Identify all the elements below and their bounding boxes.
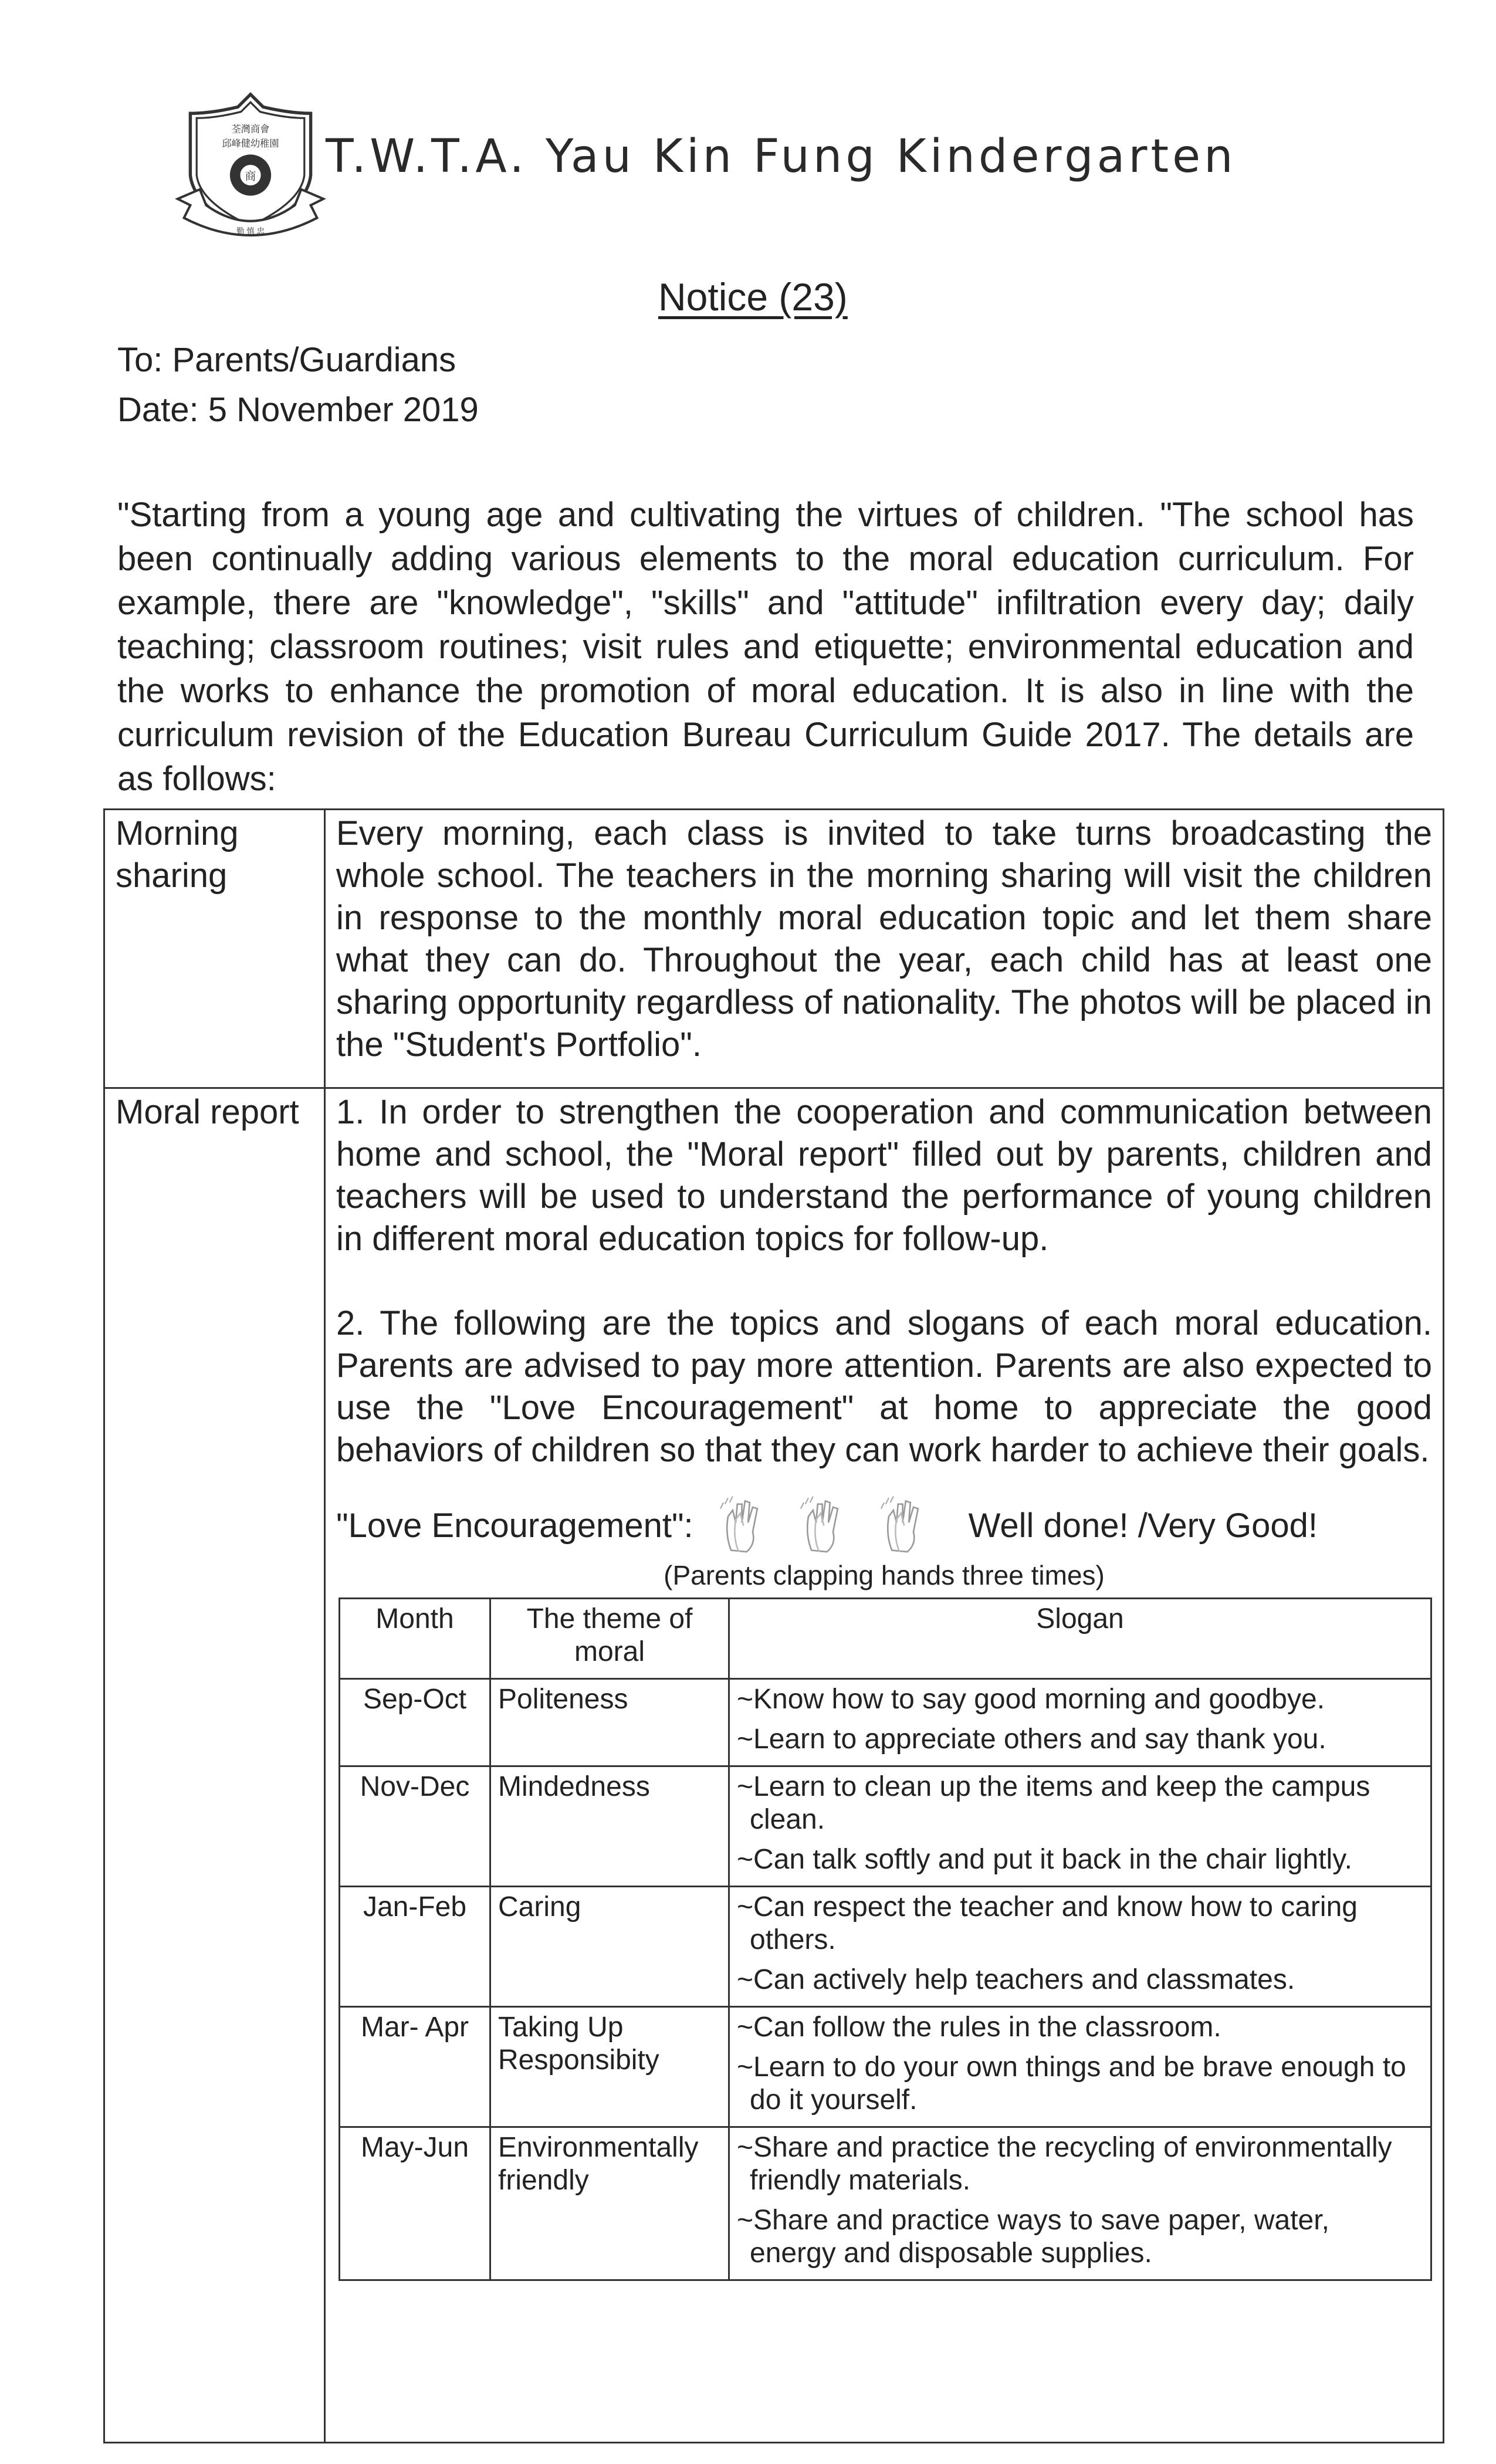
month-cell: Mar- Apr [340, 2007, 490, 2127]
header-slogan: Slogan [729, 1599, 1431, 1679]
month-cell: Sep-Oct [340, 1679, 490, 1766]
slogan-item: ~Know how to say good morning and goodbye. [737, 1684, 1325, 1715]
theme-cell: Environmentally friendly [490, 2127, 729, 2280]
svg-text:荃灣商會: 荃灣商會 [231, 124, 270, 135]
table-row [340, 2127, 1431, 2280]
school-name: T.W.T.A. Yau Kin Fung Kindergarten [326, 130, 1237, 183]
svg-text:商: 商 [245, 170, 256, 183]
love-caption: (Parents clapping hands three times) [664, 1560, 1105, 1590]
slogan-cell [729, 1679, 1431, 1766]
row-label: Morning sharing [104, 810, 325, 1088]
row-label: Moral report [104, 1088, 325, 2443]
svg-text:勤 慎 忠: 勤 慎 忠 [236, 226, 265, 236]
slogan-item: ~Learn to appreciate others and say thank you. [737, 1724, 1326, 1755]
moral-report-point-2: 2. The following are the topics and slogans of each moral education. Parents are advised to pay more attention. Parents are also expected to use the "Love Encouragement" at home to appreciate the good behaviors of children so that they can work harder to achieve their goals. [336, 1304, 1432, 1469]
slogan-item: ~Learn to clean up the items and keep the campus clean. [737, 1771, 1370, 1835]
slogan-cell [729, 2127, 1431, 2280]
clapping-hands-icon [716, 1495, 777, 1556]
slogan-item: ~Share and practice ways to save paper, water, energy and disposable supplies. [737, 2205, 1329, 2269]
theme-cell: Politeness [490, 1679, 729, 1766]
row-content: Every morning, each class is invited to take turns broadcasting the whole school. The teachers in the morning sharing will visit the children in response to the monthly moral education topic and let them share what they can do. Throughout the year, each child has at least one sharing opportunity regardless of nationality. The photos will be placed in the "Student's Portfolio". [325, 810, 1444, 1088]
table-row [340, 1766, 1431, 1887]
theme-cell: Taking Up Responsibity [490, 2007, 729, 2127]
svg-text:邱峰健幼稚園: 邱峰健幼稚園 [222, 138, 279, 149]
school-crest-icon [171, 88, 330, 246]
moral-report-point-1: 1. In order to strengthen the cooperation and communication between home and school, the "Moral report" filled out by parents, children and teachers will be used to understand the performance of young children in different moral education topics for follow-up. [336, 1093, 1432, 1258]
table-row [340, 1887, 1431, 2007]
slogan-item: ~Learn to do your own things and be brave enough to do it yourself. [737, 2052, 1406, 2116]
slogan-cell [729, 1766, 1431, 1887]
table-row [340, 1679, 1431, 1766]
month-cell: Jan-Feb [340, 1887, 490, 2007]
love-encouragement [336, 1495, 1432, 1556]
header-theme: The theme of moral [490, 1599, 729, 1679]
clapping-hands-icon [876, 1495, 938, 1556]
praise-text: Well done! /Very Good! [968, 1506, 1318, 1545]
table-row-moral-report [104, 1088, 1444, 2443]
month-cell: May-Jun [340, 2127, 490, 2280]
theme-cell: Caring [490, 1887, 729, 2007]
details-table [103, 808, 1444, 2443]
slogan-table-header [340, 1599, 1431, 1679]
recipient-line: To: Parents/Guardians [117, 341, 456, 379]
slogan-item: ~Can respect the teacher and know how to caring others. [737, 1891, 1358, 1955]
month-cell: Nov-Dec [340, 1766, 490, 1887]
slogan-item: ~Can talk softly and put it back in the chair lightly. [737, 1844, 1352, 1875]
slogan-cell [729, 1887, 1431, 2007]
slogan-table [339, 1597, 1432, 2281]
intro-paragraph: "Starting from a young age and cultivating the virtues of children. "The school has been continually adding various elements to the moral education curriculum. For example, there are "knowledge", "skills" and "attitude" infiltration every day; daily teaching; classroom routines; visit rules and etiquette; environmental education and the works to enhance the promotion of moral education. It is also in line with the curriculum revision of the Education Bureau Curriculum Guide 2017. The details are as follows: [117, 496, 1414, 798]
header-month: Month [340, 1599, 490, 1679]
slogan-cell [729, 2007, 1431, 2127]
clapping-hands-icon [796, 1495, 858, 1556]
theme-cell: Mindedness [490, 1766, 729, 1887]
slogan-item: ~Can actively help teachers and classmates. [737, 1964, 1295, 1995]
date-line: Date: 5 November 2019 [117, 391, 479, 429]
notice-title: Notice (23) [658, 275, 848, 319]
slogan-item: ~Share and practice the recycling of environmentally friendly materials. [737, 2132, 1392, 2196]
slogan-item: ~Can follow the rules in the classroom. [737, 2012, 1221, 2043]
table-row [340, 2007, 1431, 2127]
table-row-morning-sharing [104, 810, 1444, 1088]
love-label: "Love Encouragement": [336, 1506, 693, 1545]
row-content [325, 1088, 1444, 2443]
